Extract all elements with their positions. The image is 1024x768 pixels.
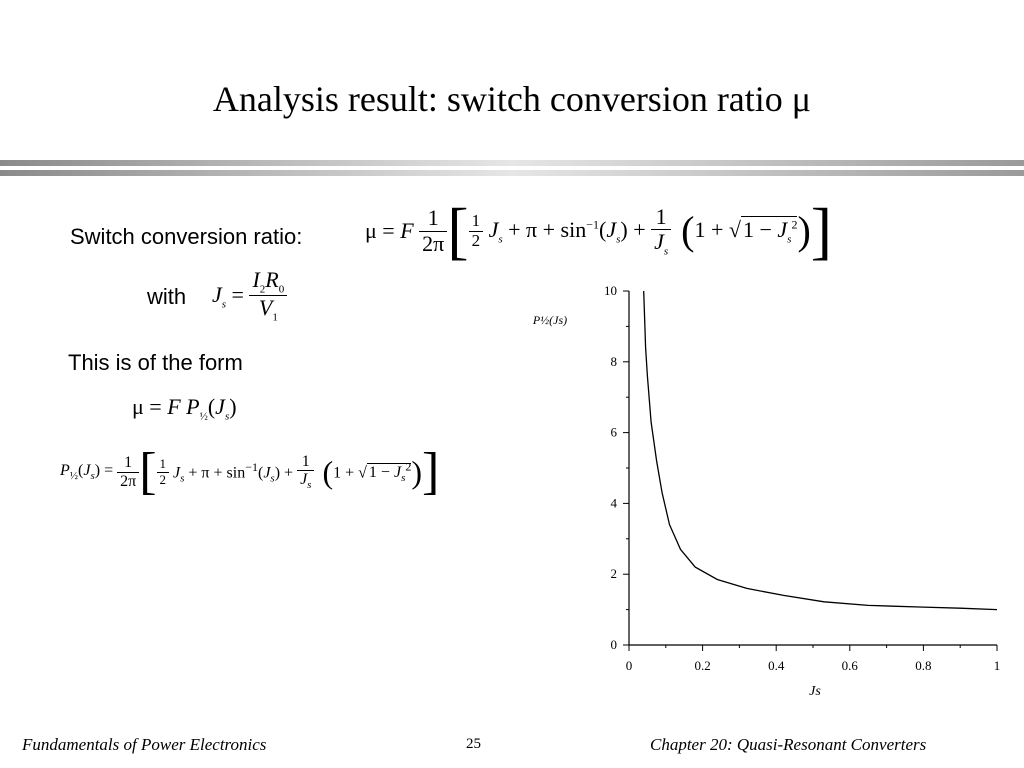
series-line xyxy=(644,291,997,610)
footer-chapter: Chapter 20: Quasi-Resonant Converters xyxy=(650,735,927,754)
y-tick-label: 2 xyxy=(610,566,617,582)
y-tick-label: 4 xyxy=(610,495,617,511)
title-divider xyxy=(0,158,1024,180)
page-number: 25 xyxy=(466,736,481,752)
formula-mu-form: μ = F $P_{\frac{1}{2}}(J_s)$ xyxy=(132,394,237,423)
switch-ratio-label: Switch conversion ratio: xyxy=(70,224,303,249)
x-tick-label: 1 xyxy=(993,658,1001,673)
formula-mu-main: μ = F $\frac{1}{2\pi}$ [ $\frac{1}{2}$ $J_s + \pi + \sin^{-1}(J_s)$ + $\frac{1}{J_s}$ ( $1 + √1 - J_s^2$ ) ] xyxy=(365,195,833,266)
p-half-chart xyxy=(520,280,1020,710)
x-tick-label: 0.8 xyxy=(915,658,932,673)
y-tick-label: 6 xyxy=(610,424,617,440)
y-tick-label: 10 xyxy=(604,283,617,298)
with-label: with xyxy=(147,284,187,309)
y-tick-label: 8 xyxy=(610,353,617,369)
footer-book-title: Fundamentals of Power Electronics xyxy=(22,735,267,754)
x-tick-label: 0 xyxy=(625,658,633,673)
y-tick-label: 0 xyxy=(610,637,617,652)
formula-js: $J_s$ = $\frac{I_2R_0}{V_1}$ xyxy=(212,268,287,324)
formula-p-half: $P_{\frac{1}{2}}(J_s)$ = $\frac{1}{2\pi}$ [ $\frac{1}{2}$ $J_s + \pi + \sin^{-1}(J_s)$ + $\frac{1}{J_s}$ ( 1 + √ $1 - J_s^2$ ) ] xyxy=(60,443,440,500)
slide-title: Analysis result: switch conversion ratio μ xyxy=(212,79,812,119)
x-tick-label: 0.4 xyxy=(768,658,785,673)
y-axis-label: P½(Js) xyxy=(532,313,568,327)
x-tick-label: 0.6 xyxy=(841,658,858,673)
form-label: This is of the form xyxy=(68,350,243,375)
x-tick-label: 0.2 xyxy=(694,658,711,673)
x-axis-label: Js xyxy=(809,684,821,699)
